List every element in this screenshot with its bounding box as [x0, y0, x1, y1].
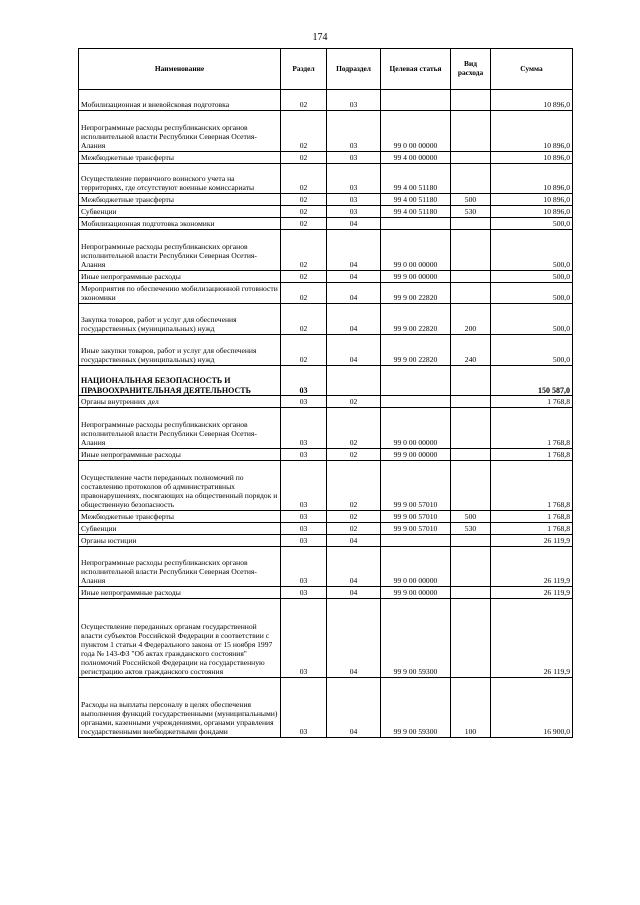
- cell-section: 03: [281, 546, 327, 586]
- table-row: [79, 534, 573, 546]
- table-row: [79, 230, 573, 270]
- cell-name: Субвенции: [79, 522, 281, 534]
- header-name: Наименование: [79, 49, 281, 90]
- cell-type: 530: [451, 522, 491, 534]
- cell-subsection: 02: [327, 408, 381, 448]
- cell-target: 99 9 00 59300: [381, 599, 451, 678]
- cell-target: 99 4 00 51180: [381, 206, 451, 218]
- cell-subsection: 04: [327, 282, 381, 303]
- cell-subsection: 04: [327, 534, 381, 546]
- table-header: [79, 49, 573, 90]
- cell-type: 200: [451, 303, 491, 334]
- table-row: [79, 546, 573, 586]
- cell-type: 500: [451, 194, 491, 206]
- cell-section: 02: [281, 90, 327, 111]
- cell-name: НАЦИОНАЛЬНАЯ БЕЗОПАСНОСТЬ И ПРАВООХРАНИТЕЛЬНАЯ ДЕЯТЕЛЬНОСТЬ: [79, 365, 281, 396]
- cell-sum: 26 119,9: [491, 534, 573, 546]
- cell-target: [381, 396, 451, 408]
- cell-subsection: 03: [327, 111, 381, 151]
- cell-sum: 10 896,0: [491, 194, 573, 206]
- cell-target: 99 9 00 57010: [381, 460, 451, 510]
- cell-section: 03: [281, 408, 327, 448]
- cell-section: 03: [281, 396, 327, 408]
- cell-section: 03: [281, 510, 327, 522]
- cell-subsection: 04: [327, 218, 381, 230]
- cell-sum: 26 119,9: [491, 587, 573, 599]
- table-row: [79, 111, 573, 151]
- cell-sum: 1 768,8: [491, 396, 573, 408]
- table-row: [79, 408, 573, 448]
- cell-type: [451, 163, 491, 194]
- cell-name: Осуществление переданных органам государственной власти субъектов Российской Федерации в соответствии с пунктом 1 статьи 4 Федерального закона от 15 ноября 1997 года № 143-ФЗ "Об актах гражданского состояния" полномочий Российской Федерации на государственную регистрацию актов гражданского состояния: [79, 599, 281, 678]
- cell-name: Непрограммные расходы республиканских органов исполнительной власти Республики Северная Осетия-Алания: [79, 408, 281, 448]
- cell-target: 99 9 00 22820: [381, 303, 451, 334]
- cell-target: 99 9 00 00000: [381, 448, 451, 460]
- cell-name: Мероприятия по обеспечению мобилизационной готовности экономики: [79, 282, 281, 303]
- cell-type: 240: [451, 334, 491, 365]
- cell-type: [451, 408, 491, 448]
- cell-target: [381, 90, 451, 111]
- cell-sum: 10 896,0: [491, 163, 573, 194]
- cell-section: 02: [281, 334, 327, 365]
- cell-target: 99 9 00 59300: [381, 677, 451, 737]
- page-number: 174: [312, 32, 328, 43]
- header-target: Целевая статья: [381, 49, 451, 90]
- cell-target: 99 0 00 00000: [381, 408, 451, 448]
- cell-section: 02: [281, 111, 327, 151]
- cell-name: Непрограммные расходы республиканских органов исполнительной власти Республики Северная Осетия-Алания: [79, 546, 281, 586]
- cell-sum: 500,0: [491, 230, 573, 270]
- cell-target: 99 0 00 00000: [381, 546, 451, 586]
- cell-section: 03: [281, 534, 327, 546]
- cell-sum: 1 768,8: [491, 510, 573, 522]
- cell-sum: 500,0: [491, 218, 573, 230]
- cell-section: 02: [281, 194, 327, 206]
- cell-name: Межбюджетные трансферты: [79, 151, 281, 163]
- cell-type: [451, 599, 491, 678]
- cell-sum: 1 768,8: [491, 460, 573, 510]
- cell-subsection: 04: [327, 599, 381, 678]
- cell-name: Осуществление части переданных полномочий по составлению протоколов об административных правонарушениях, посягающих на общественный порядок и общественную безопасность: [79, 460, 281, 510]
- cell-name: Закупка товаров, работ и услуг для обеспечения государственных (муниципальных) нужд: [79, 303, 281, 334]
- cell-sum: 10 896,0: [491, 111, 573, 151]
- cell-sum: 10 896,0: [491, 151, 573, 163]
- cell-type: [451, 587, 491, 599]
- cell-type: [451, 365, 491, 396]
- cell-section: 02: [281, 303, 327, 334]
- cell-target: 99 9 00 00000: [381, 270, 451, 282]
- table-row: [79, 599, 573, 678]
- cell-sum: 150 587,0: [491, 365, 573, 396]
- cell-type: 530: [451, 206, 491, 218]
- header-type: Вид расхода: [451, 49, 491, 90]
- table-row: [79, 334, 573, 365]
- cell-type: [451, 230, 491, 270]
- cell-target: 99 9 00 00000: [381, 587, 451, 599]
- cell-section: 03: [281, 365, 327, 396]
- cell-section: 02: [281, 230, 327, 270]
- cell-name: Мобилизационная подготовка экономики: [79, 218, 281, 230]
- cell-target: 99 4 00 51180: [381, 163, 451, 194]
- cell-type: [451, 448, 491, 460]
- cell-target: [381, 534, 451, 546]
- cell-subsection: 04: [327, 334, 381, 365]
- cell-section: 03: [281, 677, 327, 737]
- header-subsection: Подраздел: [327, 49, 381, 90]
- cell-target: 99 0 00 00000: [381, 230, 451, 270]
- cell-sum: 500,0: [491, 334, 573, 365]
- header-sum: Сумма: [491, 49, 573, 90]
- cell-type: [451, 396, 491, 408]
- cell-subsection: 03: [327, 194, 381, 206]
- cell-section: 02: [281, 270, 327, 282]
- table-row: [79, 587, 573, 599]
- cell-name: Органы юстиции: [79, 534, 281, 546]
- header-section: Раздел: [281, 49, 327, 90]
- table-row: [79, 522, 573, 534]
- cell-type: 100: [451, 677, 491, 737]
- table-row: [79, 218, 573, 230]
- table-body: [79, 90, 573, 738]
- table-row: [79, 510, 573, 522]
- cell-subsection: 04: [327, 587, 381, 599]
- cell-section: 03: [281, 460, 327, 510]
- cell-type: [451, 151, 491, 163]
- cell-name: Межбюджетные трансферты: [79, 510, 281, 522]
- table-row: [79, 396, 573, 408]
- table-row: [79, 151, 573, 163]
- cell-sum: 26 119,9: [491, 599, 573, 678]
- cell-target: 99 9 00 57010: [381, 510, 451, 522]
- cell-sum: 500,0: [491, 270, 573, 282]
- cell-sum: 1 768,8: [491, 408, 573, 448]
- cell-type: [451, 460, 491, 510]
- cell-name: Осуществление первичного воинского учета на территориях, где отсутствуют военные комиссариаты: [79, 163, 281, 194]
- cell-name: Субвенции: [79, 206, 281, 218]
- cell-subsection: 04: [327, 230, 381, 270]
- cell-name: Межбюджетные трансферты: [79, 194, 281, 206]
- cell-name: Иные непрограммные расходы: [79, 448, 281, 460]
- cell-sum: 1 768,8: [491, 448, 573, 460]
- cell-target: [381, 218, 451, 230]
- cell-section: 03: [281, 599, 327, 678]
- cell-subsection: 02: [327, 448, 381, 460]
- cell-name: Иные непрограммные расходы: [79, 270, 281, 282]
- cell-type: [451, 270, 491, 282]
- cell-subsection: 02: [327, 510, 381, 522]
- table-row: [79, 90, 573, 111]
- cell-sum: 26 119,9: [491, 546, 573, 586]
- table-row: [79, 303, 573, 334]
- table-row: [79, 163, 573, 194]
- cell-section: 03: [281, 587, 327, 599]
- cell-type: 500: [451, 510, 491, 522]
- cell-subsection: 03: [327, 206, 381, 218]
- cell-section: 02: [281, 151, 327, 163]
- cell-type: [451, 90, 491, 111]
- cell-subsection: 03: [327, 151, 381, 163]
- cell-name: Непрограммные расходы республиканских органов исполнительной власти Республики Северная Осетия-Алания: [79, 111, 281, 151]
- cell-name: Непрограммные расходы республиканских органов исполнительной власти Республики Северная Осетия-Алания: [79, 230, 281, 270]
- cell-target: 99 4 00 51180: [381, 194, 451, 206]
- cell-type: [451, 282, 491, 303]
- cell-sum: 10 896,0: [491, 90, 573, 111]
- cell-section: 02: [281, 163, 327, 194]
- cell-sum: 16 900,0: [491, 677, 573, 737]
- table-row: [79, 460, 573, 510]
- table-row: [79, 448, 573, 460]
- cell-target: 99 9 00 57010: [381, 522, 451, 534]
- cell-subsection: 04: [327, 270, 381, 282]
- cell-name: Расходы на выплаты персоналу в целях обеспечения выполнения функций государственными (муниципальными) органами, казенными учреждениями, органами управления государственными внебюджетными фондами: [79, 677, 281, 737]
- cell-target: [381, 365, 451, 396]
- table-row: [79, 677, 573, 737]
- cell-name: Мобилизационная и вневойсковая подготовка: [79, 90, 281, 111]
- table-row: [79, 194, 573, 206]
- cell-name: Органы внутренних дел: [79, 396, 281, 408]
- cell-section: 03: [281, 522, 327, 534]
- cell-sum: 500,0: [491, 282, 573, 303]
- table-row: [79, 206, 573, 218]
- header-row: [79, 49, 573, 90]
- cell-subsection: 03: [327, 90, 381, 111]
- cell-section: 03: [281, 448, 327, 460]
- cell-section: 02: [281, 218, 327, 230]
- cell-sum: 1 768,8: [491, 522, 573, 534]
- cell-subsection: 02: [327, 522, 381, 534]
- cell-type: [451, 218, 491, 230]
- cell-sum: 500,0: [491, 303, 573, 334]
- cell-type: [451, 546, 491, 586]
- table-row: [79, 365, 573, 396]
- cell-subsection: [327, 365, 381, 396]
- table-row: [79, 282, 573, 303]
- cell-name: Иные закупки товаров, работ и услуг для обеспечения государственных (муниципальных) нужд: [79, 334, 281, 365]
- cell-subsection: 04: [327, 546, 381, 586]
- cell-target: 99 9 00 22820: [381, 282, 451, 303]
- cell-type: [451, 534, 491, 546]
- table-row: [79, 270, 573, 282]
- cell-subsection: 03: [327, 163, 381, 194]
- cell-subsection: 04: [327, 677, 381, 737]
- cell-subsection: 02: [327, 396, 381, 408]
- budget-table: [78, 48, 573, 738]
- cell-name: Иные непрограммные расходы: [79, 587, 281, 599]
- cell-section: 02: [281, 282, 327, 303]
- cell-target: 99 0 00 00000: [381, 111, 451, 151]
- cell-section: 02: [281, 206, 327, 218]
- cell-target: 99 4 00 00000: [381, 151, 451, 163]
- cell-subsection: 02: [327, 460, 381, 510]
- cell-sum: 10 896,0: [491, 206, 573, 218]
- cell-type: [451, 111, 491, 151]
- cell-target: 99 9 00 22820: [381, 334, 451, 365]
- cell-subsection: 04: [327, 303, 381, 334]
